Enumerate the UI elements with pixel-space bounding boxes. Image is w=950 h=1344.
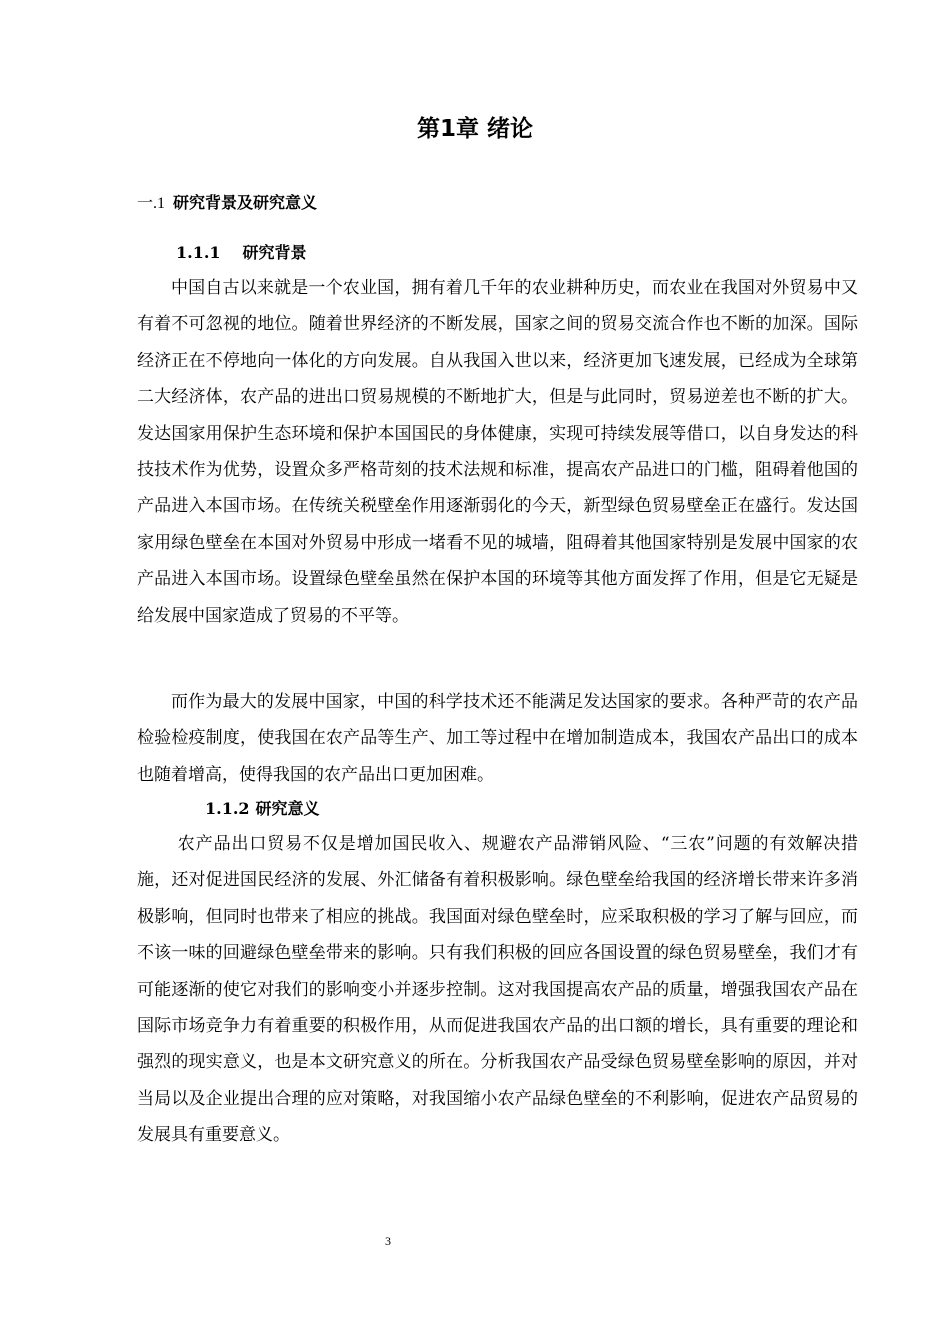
subsection-number: 1.1.1 (176, 243, 221, 262)
page-number: 3 (385, 1234, 391, 1248)
subsection-title: 研究意义 (255, 799, 320, 818)
chapter-title: 第1章 绪论 (416, 116, 533, 142)
section-heading (137, 190, 317, 217)
subsection-heading-significance (205, 796, 320, 822)
section-number: 一.1 (137, 195, 166, 212)
body-paragraph: 而作为最大的发展中国家，中国的科学技术还不能满足发达国家的要求。各种严苛的农产品检验检疫制度，使我国在农产品等生产、加工等过程中在增加制造成本，我国农产品出口的成本也随着增高，使得我国的农产品出口更加困难。 (137, 692, 858, 785)
subsection-heading-background (176, 240, 307, 266)
body-paragraph: 农产品出口贸易不仅是增加国民收入、规避农产品滞销风险、“三农”问题的有效解决措施，还对促进国民经济的发展、外汇储备有着积极影响。绿色壁垒给我国的经济增长带来许多消极影响，但同时也带来了相应的挑战。我国面对绿色壁垒时，应采取积极的学习了解与回应，而不该一味的回避绿色壁垒带来的影响。只有我们积极的回应各国设置的绿色贸易壁垒，我们才有可能逐渐的使它对我们的影响变小并逐步控制。这对我国提高农产品的质量，增强我国农产品在国际市场竞争力有着重要的积极作用，从而促进我国农产品的出口额的增长，具有重要的理论和强烈的现实意义，也是本文研究意义的所在。分析我国农产品受绿色贸易壁垒影响的原因，并对当局以及企业提出合理的应对策略，对我国缩小农产品绿色壁垒的不利影响，促进农产品贸易的发展具有重要意义。 (137, 834, 858, 1146)
subsection-number: 1.1.2 (205, 799, 250, 818)
section-title: 研究背景及研究意义 (173, 193, 318, 212)
body-paragraph: 中国自古以来就是一个农业国，拥有着几千年的农业耕种历史，而农业在我国对外贸易中又有着不可忽视的地位。随着世界经济的不断发展，国家之间的贸易交流合作也不断的加深。国际经济正在不停地向一体化的方向发展。自从我国入世以来，经济更加飞速发展，已经成为全球第二大经济体，农产品的进出口贸易规模的不断地扩大，但是与此同时，贸易逆差也不断的扩大。发达国家用保护生态环境和保护本国国民的身体健康，实现可持续发展等借口，以自身发达的科技技术作为优势，设置众多严格苛刻的技术法规和标准，提高农产品进口的门槛，阻碍着他国的产品进入本国市场。在传统关税壁垒作用逐渐弱化的今天，新型绿色贸易壁垒正在盛行。发达国家用绿色壁垒在本国对外贸易中形成一堵看不见的城墙，阻碍着其他国家特别是发展中国家的农产品进入本国市场。设置绿色壁垒虽然在保护本国的环境等其他方面发挥了作用，但是它无疑是给发展中国家造成了贸易的不平等。 (137, 278, 858, 626)
subsection-title: 研究背景 (242, 243, 307, 262)
